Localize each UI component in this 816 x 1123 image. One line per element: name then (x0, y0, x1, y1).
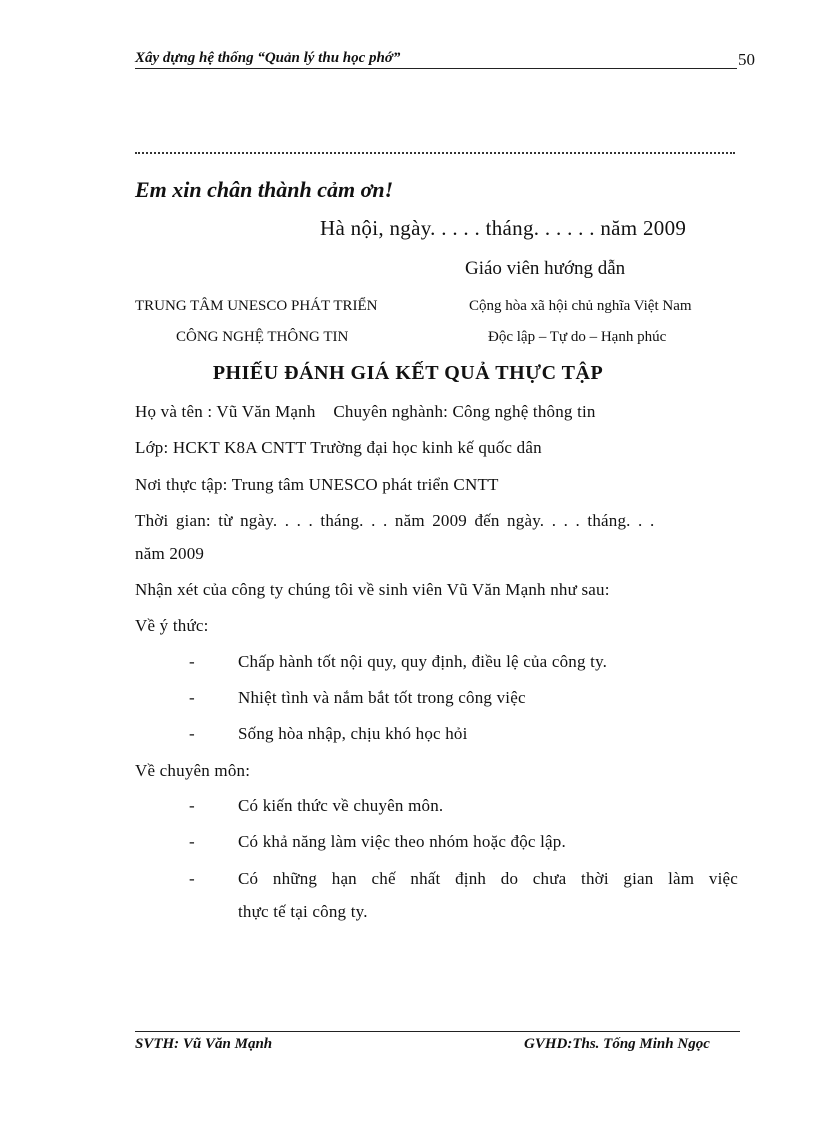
organization-name-line-2: CÔNG NGHỆ THÔNG TIN (176, 329, 349, 345)
internship-place-line: Nơi thực tập: Trung tâm UNESCO phát triển CNTT (135, 475, 499, 494)
page-number: 50 (738, 50, 755, 69)
header-title: Xây dựng hệ thống “Quản lý thu học phớ” (135, 50, 401, 66)
bullet-dash: - (189, 832, 195, 851)
nation-motto: Độc lập – Tự do – Hạnh phúc (488, 329, 667, 345)
footer-advisor: GVHD:Ths. Tống Minh Ngọc (524, 1036, 710, 1052)
teacher-label: Giáo viên hướng dẫn (465, 258, 626, 279)
comment-intro: Nhận xét của công ty chúng tôi về sinh viên Vũ Văn Mạnh như sau: (135, 580, 610, 599)
list-item: Nhiệt tình và nắm bắt tốt trong công việc (238, 688, 526, 707)
organization-name-line-1: TRUNG TÂM UNESCO PHÁT TRIỂN (135, 298, 378, 314)
list-item: Có kiến thức về chuyên môn. (238, 796, 444, 815)
expertise-heading: Về chuyên môn: (135, 761, 251, 780)
thanks-line: Em xin chân thành cảm ơn! (135, 177, 394, 202)
list-item: Có khả năng làm việc theo nhóm hoặc độc lập. (238, 832, 566, 851)
dotted-divider (135, 152, 735, 154)
form-title: PHIẾU ĐÁNH GIÁ KẾT QUẢ THỰC TẬP (212, 362, 604, 384)
bullet-dash: - (189, 652, 195, 671)
bullet-dash: - (189, 796, 195, 815)
list-item: Chấp hành tốt nội quy, quy định, điều lệ của công ty. (238, 652, 608, 671)
bullet-dash: - (189, 724, 195, 743)
class-line: Lớp: HCKT K8A CNTT Trường đại học kinh kế quốc dân (135, 438, 542, 457)
internship-time-line: Thời gian: từ ngày. . . . tháng. . . năm 2009 đến ngày. . . . tháng. . . (135, 511, 655, 530)
bullet-dash: - (189, 688, 195, 707)
footer-student: SVTH: Vũ Văn Mạnh (135, 1036, 273, 1052)
date-line: Hà nội, ngày. . . . . tháng. . . . . . năm 2009 (320, 216, 687, 240)
header-divider (135, 68, 737, 69)
bullet-dash: - (189, 869, 195, 888)
list-item: Có những hạn chế nhất định do chưa thời gian làm việc (238, 869, 738, 888)
list-item: Sống hòa nhập, chịu khó học hỏi (238, 724, 468, 743)
nation-name: Cộng hòa xã hội chủ nghĩa Việt Nam (469, 298, 692, 314)
list-item-continued: thực tế tại công ty. (238, 902, 368, 921)
footer-divider (135, 1031, 740, 1032)
student-name-line: Họ và tên : Vũ Văn Mạnh Chuyên nghành: Công nghệ thông tin (135, 402, 596, 421)
internship-time-line-continued: năm 2009 (135, 544, 205, 563)
attitude-heading: Về ý thức: (135, 616, 209, 635)
